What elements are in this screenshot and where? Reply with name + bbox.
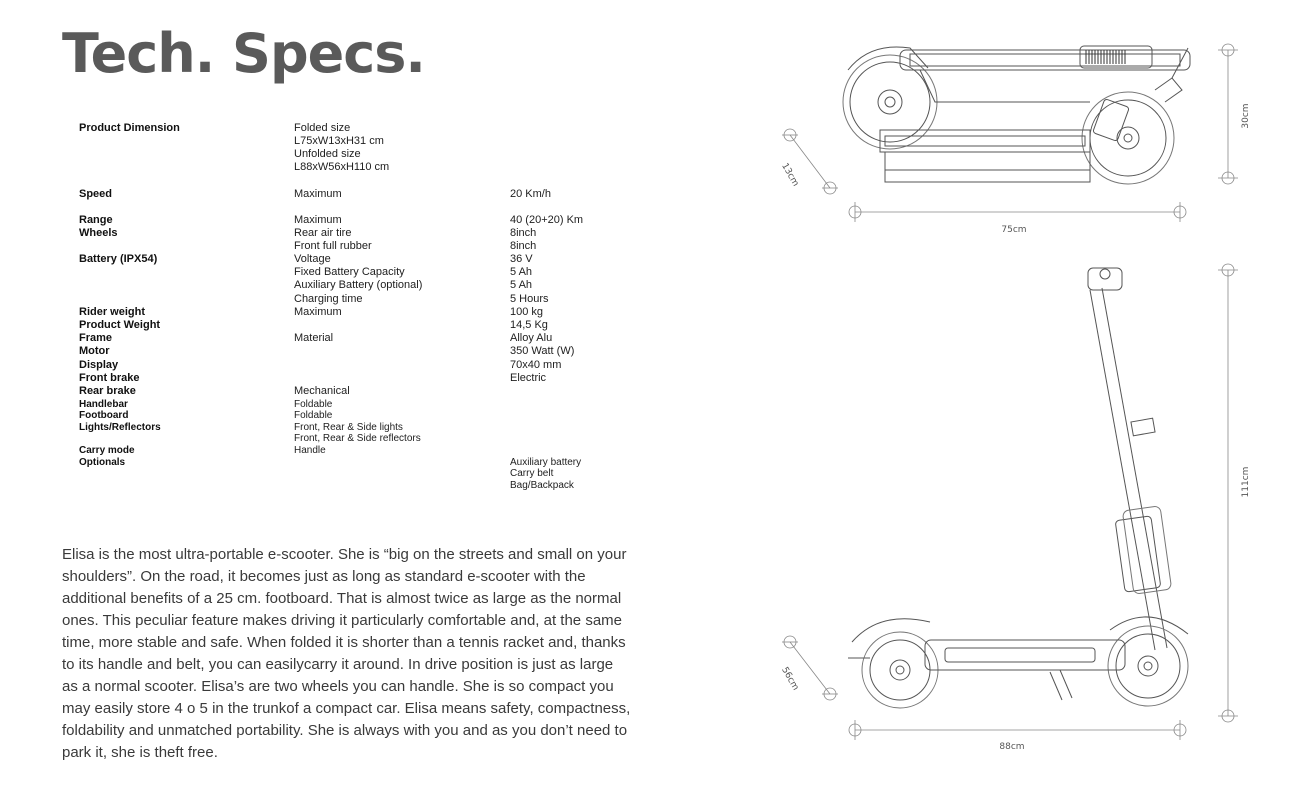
folded-scooter-illustration — [843, 46, 1190, 184]
scooter-technical-drawing — [760, 30, 1260, 760]
spec-value: Electric — [510, 372, 547, 384]
spec-detail: Maximum — [294, 306, 342, 318]
spec-value: 40 (20+20) Km — [510, 214, 584, 226]
spec-detail: Folded size — [294, 122, 351, 134]
folded-height-label: 30cm — [1241, 103, 1251, 129]
spec-label: Front brake — [79, 372, 140, 384]
spec-label: Optionals — [79, 457, 126, 468]
folded-width-label: 13cm — [779, 161, 801, 189]
spec-label: Battery (IPX54) — [79, 253, 158, 265]
spec-detail: Handle — [294, 445, 326, 456]
spec-detail: L75xW13xH31 cm — [294, 135, 384, 147]
spec-label: Motor — [79, 345, 110, 357]
spec-value: Auxiliary battery — [510, 457, 582, 468]
spec-label: Rider weight — [79, 306, 146, 318]
spec-detail: Unfolded size — [294, 148, 361, 160]
spec-value: Carry belt — [510, 468, 554, 479]
page-title: Tech. Specs. — [62, 22, 425, 85]
spec-label: Rear brake — [79, 385, 136, 397]
spec-value: 5 Ah — [510, 266, 533, 278]
description-paragraph: Elisa is the most ultra-portable e-scooter. She is “big on the streets and small on your shoulders”. On the road, it becomes just as long as standard e-scooter with the additional benefits of a 25 cm. footboard. That is almost twice as large as the normal ones. This peculiar feature makes driving it particularly comfortable and, at the same time, more stable and safe. When folded it is shorter than a tennis racket and, thanks to its handle and belt, you can easilycarry it around. In drive position is just as large as a normal scooter. Elisa’s are two wheels you can handle. She is so compact you may easily store 4 o 5 in the trunkof a compact car. Elisa means safety, compactness, foldability and unmatched portability. She is always with you and as you don’t need to park it, she is theft free. — [62, 546, 631, 761]
spec-detail: Material — [294, 332, 334, 344]
spec-table — [0, 0, 660, 500]
spec-label: Lights/Reflectors — [79, 422, 161, 433]
spec-value: Bag/Backpack — [510, 480, 574, 491]
spec-value: 36 V — [510, 253, 533, 265]
spec-detail: Front, Rear & Side reflectors — [294, 433, 421, 444]
spec-value: 350 Watt (W) — [510, 345, 575, 357]
spec-detail: Front full rubber — [294, 240, 372, 252]
spec-detail: Front, Rear & Side lights — [294, 422, 403, 433]
spec-label: Product Weight — [79, 319, 161, 331]
spec-detail: Rear air tire — [294, 227, 352, 239]
spec-label: Handlebar — [79, 399, 128, 410]
spec-detail: Maximum — [294, 214, 342, 226]
spec-value: 5 Ah — [510, 279, 533, 291]
spec-detail: Mechanical — [294, 385, 350, 397]
spec-detail: Auxiliary Battery (optional) — [294, 279, 423, 291]
spec-label: Speed — [79, 188, 113, 200]
spec-detail: L88xW56xH110 cm — [294, 161, 390, 173]
unfolded-scooter-illustration — [848, 268, 1188, 708]
spec-detail: Charging time — [294, 293, 363, 305]
spec-detail: Maximum — [294, 188, 342, 200]
spec-value: Alloy Alu — [510, 332, 553, 344]
spec-label: Product Dimension — [79, 122, 180, 134]
spec-label: Footboard — [79, 410, 129, 421]
spec-label: Carry mode — [79, 445, 135, 456]
unfolded-width-label: 56cm — [779, 665, 801, 693]
spec-value: 70x40 mm — [510, 359, 562, 371]
spec-value: 14,5 Kg — [510, 319, 548, 331]
unfolded-length-label: 88cm — [999, 742, 1025, 752]
spec-value: 20 Km/h — [510, 188, 551, 200]
spec-label: Display — [79, 359, 119, 371]
spec-detail: Voltage — [294, 253, 331, 265]
spec-label: Range — [79, 214, 113, 226]
spec-value: 8inch — [510, 240, 537, 252]
spec-value: 100 kg — [510, 306, 544, 318]
spec-value: 8inch — [510, 227, 537, 239]
spec-detail: Fixed Battery Capacity — [294, 266, 405, 278]
spec-detail: Foldable — [294, 410, 333, 421]
spec-label: Wheels — [79, 227, 118, 239]
folded-length-label: 75cm — [1001, 225, 1027, 235]
spec-detail: Foldable — [294, 399, 333, 410]
spec-label: Frame — [79, 332, 113, 344]
spec-value: 5 Hours — [510, 293, 549, 305]
unfolded-height-label: 111cm — [1241, 466, 1251, 498]
